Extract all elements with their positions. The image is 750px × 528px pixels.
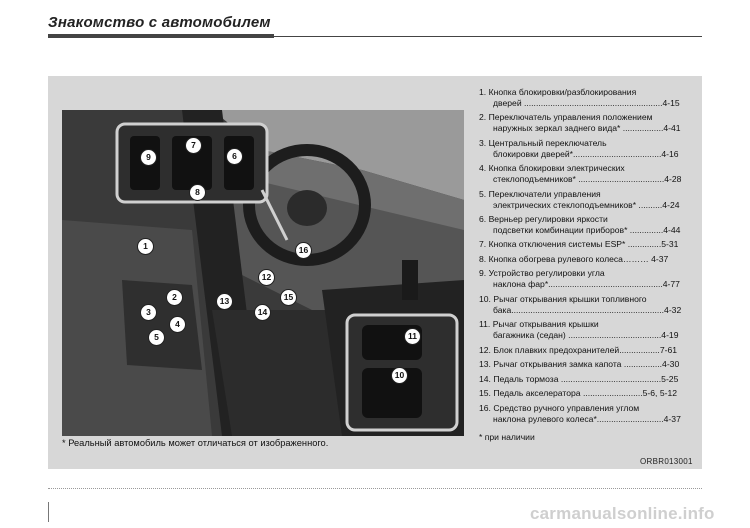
legend-item-line1 [479, 138, 701, 149]
callout-2: 2 [166, 289, 183, 306]
legend-item [479, 189, 701, 211]
legend-item-line2: наружных зеркал заднего вида* .................4-41 [493, 123, 681, 134]
legend-item-text: Средство ручного управления углом [493, 402, 640, 413]
legend-item-number: 13. [479, 359, 491, 370]
legend-item-number: 12. [479, 344, 491, 355]
legend-item [479, 138, 701, 160]
legend-item-line1 [479, 87, 701, 98]
legend-item-line1 [479, 388, 701, 399]
callout-12: 12 [258, 269, 275, 286]
page-edge-tick [48, 502, 49, 522]
footnote-optional: * при наличии [479, 432, 535, 442]
legend-item-line1 [479, 268, 701, 279]
callout-11: 11 [404, 328, 421, 345]
legend-item-text: Блок плавких предохранителей.................7-61 [493, 344, 678, 355]
legend-item-line1 [479, 214, 701, 225]
legend-item [479, 87, 701, 109]
footnote-disclaimer: * Реальный автомобиль может отличаться от изображенного. [62, 438, 329, 448]
header-rule-thin [274, 36, 702, 37]
footer-dotted-rule [48, 488, 702, 490]
legend-item [479, 374, 701, 385]
legend-item-line1 [479, 254, 701, 265]
callout-9: 9 [140, 149, 157, 166]
legend-item-line2: наклона рулевого колеса*............................4-37 [493, 413, 681, 424]
legend-item [479, 112, 701, 134]
legend-item-text: Переключатели управления [488, 188, 601, 199]
legend-item-text: Рычаг открывания крышки [492, 319, 599, 330]
legend-item-text: Центральный переключатель [488, 137, 607, 148]
legend-item-number: 3. [479, 137, 487, 148]
legend-item-line1 [479, 359, 701, 370]
legend-item-line2: багажника (седан) .......................................4-19 [493, 330, 679, 341]
legend-item [479, 359, 701, 370]
callout-8: 8 [189, 184, 206, 201]
legend-item-text: Кнопка блокировки электрических [488, 163, 625, 174]
callout-4: 4 [169, 316, 186, 333]
legend-item-number: 7. [479, 239, 487, 250]
legend-item-number: 9. [479, 268, 487, 279]
legend-item-line2: стеклоподъемников* ....................................4-28 [493, 174, 682, 185]
legend-item-line1 [479, 319, 701, 330]
legend-item [479, 319, 701, 341]
legend-item [479, 345, 701, 356]
legend-item-line1 [479, 112, 701, 123]
legend-item [479, 268, 701, 290]
legend-item-number: 5. [479, 188, 487, 199]
legend-item-number: 16. [479, 402, 491, 413]
legend-item-line1 [479, 163, 701, 174]
legend-item [479, 403, 701, 425]
legend-item-line2: блокировки дверей*.....................................4-16 [493, 148, 679, 159]
legend-item-text: Верньер регулировки яркости [488, 214, 608, 225]
legend-item-text: Кнопка блокировки/разблокирования [488, 87, 637, 97]
legend-item-number: 11. [479, 319, 491, 330]
legend-item-line2: наклона фар*................................................4-77 [493, 279, 680, 290]
legend-item-text: Устройство регулировки угла [488, 268, 605, 279]
legend-item-text: Переключатель управления положением [488, 112, 653, 123]
legend-item-number: 4. [479, 163, 487, 174]
legend-item-number: 6. [479, 214, 487, 225]
header-rule-thick [48, 34, 274, 38]
legend-item [479, 294, 701, 316]
legend-item-line2: бака................................................................4-32 [493, 304, 682, 315]
legend-item-number: 10. [479, 293, 491, 304]
legend-item-line2: электрических стеклоподъемников* ..........4-24 [493, 199, 680, 210]
legend-item [479, 388, 701, 399]
callout-14: 14 [254, 304, 271, 321]
legend-item-number: 2. [479, 112, 487, 123]
legend-item-line1 [479, 189, 701, 200]
legend-item-line2: подсветки комбинации приборов* ..............4-44 [493, 224, 681, 235]
legend-item-line1 [479, 239, 701, 250]
legend-item-text: Рычаг открывания замка капота ................4-30 [493, 359, 680, 370]
legend-item-text: Педаль акселератора .........................5-6, 5-12 [493, 388, 678, 399]
callout-3: 3 [140, 304, 157, 321]
legend-item-number: 1. [479, 87, 487, 97]
callout-10: 10 [391, 367, 408, 384]
legend-item-number: 14. [479, 373, 491, 384]
legend-item [479, 239, 701, 250]
watermark: carmanualsonline.info [530, 504, 715, 523]
legend-item-line1 [479, 374, 701, 385]
legend-item-line1 [479, 345, 701, 356]
legend-item-text: Рычаг открывания крышки топливного [493, 293, 647, 304]
legend-item-text: Кнопка отключения системы ESP* ..............5-31 [488, 239, 679, 250]
callout-13: 13 [216, 293, 233, 310]
image-code: ORBR013001 [640, 457, 693, 466]
page-header-title: Знакомство с автомобилем [48, 14, 271, 31]
legend-item-line1 [479, 294, 701, 305]
legend-item-text: Кнопка обогрева рулевого колеса……… 4-37 [488, 253, 669, 264]
legend-list [479, 87, 701, 428]
callout-15: 15 [280, 289, 297, 306]
legend-item [479, 254, 701, 265]
legend-item-text: Педаль тормоза ..........................................5-25 [493, 373, 679, 384]
callout-16: 16 [295, 242, 312, 259]
legend-item-number: 8. [479, 253, 487, 264]
callout-6: 6 [226, 148, 243, 165]
legend-item-number: 15. [479, 388, 491, 399]
legend-item [479, 163, 701, 185]
legend-item-line2: дверей ..........................................................4-15 [493, 97, 680, 108]
callout-1: 1 [137, 238, 154, 255]
legend-item [479, 214, 701, 236]
callout-7: 7 [185, 137, 202, 154]
legend-item-line1 [479, 403, 701, 414]
callout-5: 5 [148, 329, 165, 346]
